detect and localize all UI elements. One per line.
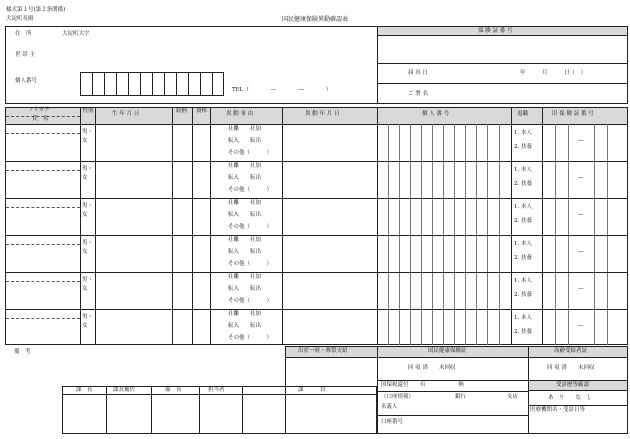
row3-reason-3[interactable]: その他（ ） [228, 224, 273, 230]
row6-reason-2[interactable]: 転入 転出 [228, 323, 262, 329]
row5-retire-2[interactable]: 2. 扶養 [514, 292, 532, 298]
addressee: 大淀町長殿 [6, 16, 34, 22]
stamp-chief: 係 長 [165, 387, 182, 393]
row5-sex[interactable]: 男・女 [82, 277, 94, 292]
stamp-members: 課 員 [298, 387, 326, 393]
householder-label: 世 帯 主 [15, 52, 35, 58]
birth-payment-label: 出産一時・葬祭支給 [298, 348, 348, 354]
row4-sex[interactable]: 男・女 [82, 240, 94, 255]
row2-sex[interactable]: 男・女 [82, 166, 94, 181]
page-title: 国民健康保険異動確認表 [282, 16, 349, 23]
row5-reason-1[interactable]: 社離 社加 [228, 274, 262, 280]
stamp-assistant-director: 課長補佐 [113, 387, 136, 393]
col-retire: 退職 [517, 111, 529, 117]
exam-history-status[interactable]: あ り な し [548, 395, 593, 401]
col-birth: 生 年 月 日 [112, 111, 140, 117]
row6-sex[interactable]: 男・女 [82, 314, 94, 329]
account-number-label: 口座番号 [381, 419, 404, 425]
row6-retire-1[interactable]: 1. 本人 [514, 315, 532, 321]
address-value: 大淀町大字 [62, 31, 90, 37]
row6-reason-1[interactable]: 社離 社加 [228, 311, 262, 317]
row1-retire-2[interactable]: 2. 扶養 [514, 144, 532, 150]
row4-dash: ― [578, 249, 584, 255]
bank-info-label: （口座情報） [381, 394, 415, 400]
col-reason: 異 動 事 由 [226, 111, 254, 117]
row2-reason-1[interactable]: 社離 社加 [228, 163, 262, 169]
branch-label: 支店 [507, 394, 519, 400]
individual-number-label: 個人番号 [15, 78, 38, 84]
col-qualification: 資格 [196, 108, 208, 114]
medical-institution-label: 医療機関名・受診日等 [530, 407, 586, 413]
address-label: 住 所 [15, 31, 32, 37]
col-name: 氏 名 [32, 116, 49, 122]
exam-history-label: 受診歴等確認 [556, 382, 590, 388]
tax-refund-label: 国保税還付 [381, 382, 409, 388]
nhi-card-status[interactable]: 回 収 済 未回収 [408, 365, 456, 371]
signature-label: ご 署 名 [408, 91, 428, 97]
row1-reason-1[interactable]: 社離 社加 [228, 126, 262, 132]
row5-dash: ― [578, 286, 584, 292]
col-personal-no: 個 人 番 号 [422, 111, 450, 117]
row6-reason-3[interactable]: その他（ ） [228, 335, 273, 341]
row4-reason-3[interactable]: その他（ ） [228, 261, 273, 267]
row1-reason-3[interactable]: その他（ ） [228, 150, 273, 156]
form-code: 様式第１号(第２条関係) [6, 7, 66, 13]
submit-date-label: 届 出 日 [408, 70, 428, 76]
stamp-director: 課 長 [76, 387, 93, 393]
row4-retire-1[interactable]: 1. 本人 [514, 241, 532, 247]
row4-reason-2[interactable]: 転入 転出 [228, 249, 262, 255]
stamp-staff: 担当者 [208, 387, 225, 393]
row5-reason-3[interactable]: その他（ ） [228, 298, 273, 304]
row2-dash: ― [578, 175, 584, 181]
row6-dash: ― [578, 323, 584, 329]
row2-retire-2[interactable]: 2. 扶養 [514, 181, 532, 187]
insurance-number-header: 保 険 証 番 号 [478, 28, 513, 34]
row3-reason-1[interactable]: 社離 社加 [228, 200, 262, 206]
submit-date-fields[interactable]: 年 月 日（ ） [520, 70, 587, 76]
col-relation: 続柄 [176, 108, 188, 114]
col-furigana: フリガナ [28, 107, 50, 113]
row4-retire-2[interactable]: 2. 扶養 [514, 255, 532, 261]
row3-retire-1[interactable]: 1. 本人 [514, 204, 532, 210]
row1-sex[interactable]: 男・女 [82, 129, 94, 144]
row4-reason-1[interactable]: 社離 社加 [228, 237, 262, 243]
row2-retire-1[interactable]: 1. 本人 [514, 167, 532, 173]
elderly-card-status[interactable]: 回 収 済 未回収 [547, 365, 595, 371]
row1-retire-1[interactable]: 1. 本人 [514, 130, 532, 136]
tax-refund-status[interactable]: 有 無 [420, 382, 465, 388]
row3-reason-2[interactable]: 転入 転出 [228, 212, 262, 218]
col-old-cert: 旧 保 険 証 番 号 [552, 111, 594, 117]
row2-reason-3[interactable]: その他（ ） [228, 187, 273, 193]
bank-label: 銀行 [455, 394, 467, 400]
row6-retire-2[interactable]: 2. 扶養 [514, 329, 532, 335]
tel-field[interactable]: TEL（ ― ― ） [232, 87, 332, 93]
account-name-label: 名義人 [381, 404, 398, 410]
row5-reason-2[interactable]: 転入 転出 [228, 286, 262, 292]
row5-retire-1[interactable]: 1. 本人 [514, 278, 532, 284]
row3-sex[interactable]: 男・女 [82, 203, 94, 218]
nhi-card-label: 国民健康保険証 [428, 348, 467, 354]
row1-reason-2[interactable]: 転入 転出 [228, 138, 262, 144]
row3-dash: ― [578, 212, 584, 218]
row3-retire-2[interactable]: 2. 扶養 [514, 218, 532, 224]
col-sex: 性別 [82, 108, 94, 114]
row1-dash: ― [578, 138, 584, 144]
remarks-label: 備 考 [14, 349, 31, 355]
elderly-card-label: 高齢受給者証 [554, 348, 588, 354]
col-date: 異 動 年 月 日 [305, 111, 340, 117]
row2-reason-2[interactable]: 転入 転出 [228, 175, 262, 181]
